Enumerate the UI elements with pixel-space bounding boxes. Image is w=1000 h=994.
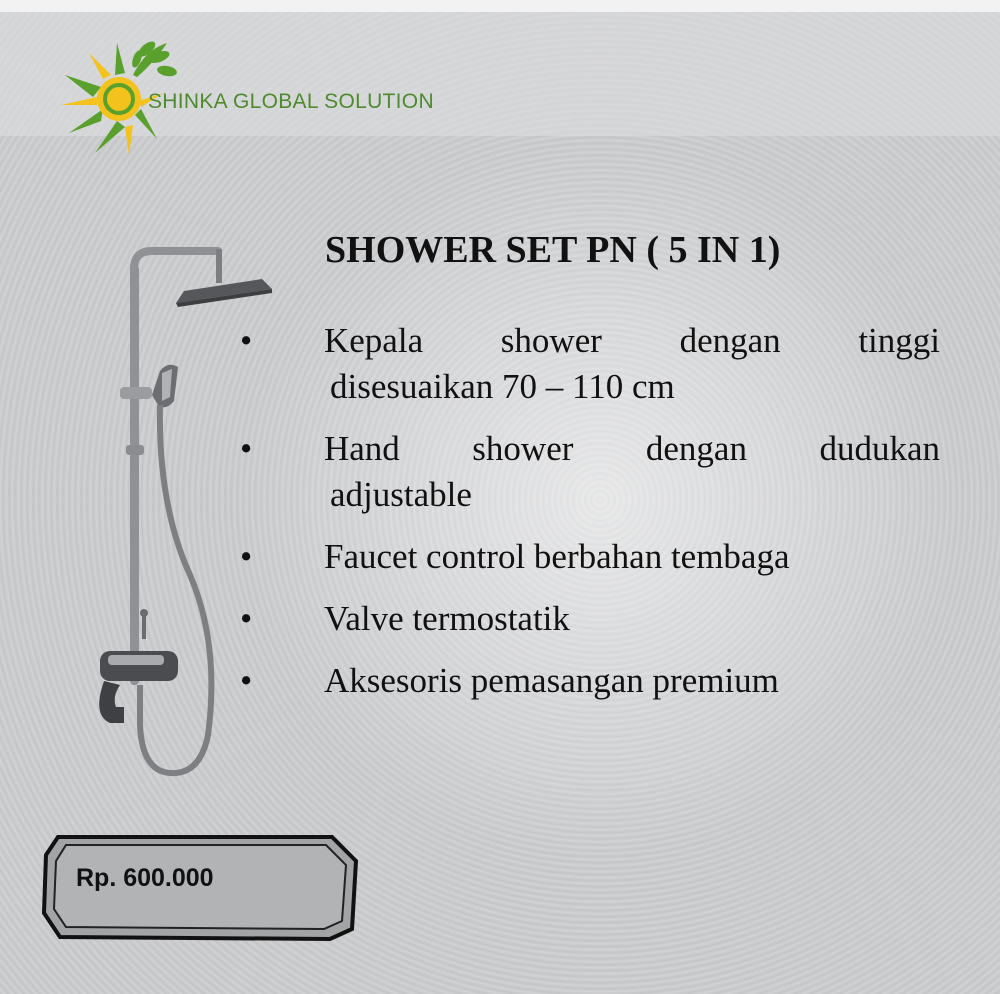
bullet: • (240, 321, 253, 360)
feature-text: Aksesoris pemasangan premium (324, 661, 779, 700)
product-title: SHOWER SET PN ( 5 IN 1) (325, 229, 781, 271)
feature-item (240, 426, 940, 518)
price-label: Rp. 600.000 (76, 864, 214, 892)
feature-item (240, 318, 940, 410)
feature-text-continued: disesuaikan 70 – 110 cm (330, 367, 675, 406)
feature-text: Valve termostatik (324, 599, 570, 638)
feature-item (240, 534, 940, 580)
bullet: • (240, 599, 253, 638)
feature-text: Kepala shower dengan tinggi (324, 321, 940, 360)
feature-text-continued: adjustable (330, 475, 472, 514)
feature-list (240, 318, 940, 720)
feature-text: Faucet control berbahan tembaga (324, 537, 790, 576)
feature-text: Hand shower dengan dudukan (324, 429, 940, 468)
bullet: • (240, 661, 253, 700)
feature-item (240, 596, 940, 642)
bullet: • (240, 537, 253, 576)
top-strip (0, 0, 1000, 12)
brand-name: SHINKA GLOBAL SOLUTION (148, 90, 434, 113)
feature-item (240, 658, 940, 704)
bullet: • (240, 429, 253, 468)
